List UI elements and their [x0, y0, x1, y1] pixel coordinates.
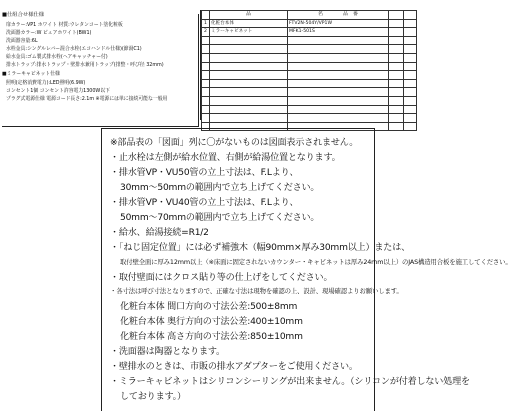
parts-cell: [389, 28, 404, 37]
parts-cell-name: ミラーキャビネット: [210, 28, 288, 37]
parts-header-cell: [389, 11, 404, 20]
table-row: [202, 71, 417, 80]
table-row: [202, 28, 417, 37]
note-line: ・排水管VP・VU50管の立上寸法は、F.Lより、: [110, 168, 299, 178]
table-row: [202, 79, 417, 88]
note-line: 化粧台本体 高さ方向の寸法公差:850±10mm: [120, 332, 303, 342]
parts-cell-no: 2: [202, 28, 210, 37]
spec-row: 給水金具:ゴム製式排水栓(ヘアキャッチャー付): [6, 54, 108, 60]
spec-title: ■仕組合せ様仕様: [2, 12, 45, 18]
parts-table: [200, 10, 413, 120]
note-line: ・洗面器は陶器となります。: [110, 347, 225, 357]
spec-row: 扉カラー:VP1 ホワイト 材質:ウレタンコート塗化粧板: [6, 22, 123, 28]
parts-header-cell: [202, 11, 210, 20]
parts-header-cell: 品: [210, 11, 288, 20]
note-line: ・止水栓は左側が給水位置、右側が給湯位置となります。: [110, 153, 341, 163]
parts-header-row: [202, 11, 417, 20]
parts-cell-no: 1: [202, 19, 210, 28]
parts-cell: [404, 19, 417, 28]
note-line: 30mm〜50mmの範囲内で立ち上げてください。: [120, 183, 320, 193]
note-line: 化粧台本体 間口方向の寸法公差:500±8mm: [120, 302, 298, 312]
parts-header-cell: [404, 11, 417, 20]
spec-row: プラグ式電源仕様 電源コード長さ:2.1m ※電源には単に接続可能な一般用: [6, 96, 168, 102]
table-row: [202, 62, 417, 71]
note-line: ※部品表の「図面」列に〇がないものは図面表示されません。: [110, 138, 359, 148]
note-line: ・取付壁面にはクロス貼り等の仕上げをしてください。: [110, 273, 333, 283]
spec-row: 水栓金具:シングルレバー混合水栓(エコハンドル仕様)(節湯C1): [6, 46, 142, 52]
parts-cell-name: 化粧台本体: [210, 19, 288, 28]
parts-cell: [404, 28, 417, 37]
note-line: ・排水管VP・VU40管の立上寸法は、F.Lより、: [110, 198, 299, 208]
parts-cell: [389, 19, 404, 28]
note-line: ・各寸法は呼び寸法となりますので、正確な寸法は現物を確認の上、設計、現場確認よりお願いします。: [110, 287, 403, 295]
spec-row: 照明(定格消費電力):LED照明(6.9W): [6, 80, 86, 86]
table-row: [202, 45, 417, 54]
spec-section-mirror: ■ミラーキャビネット仕様: [2, 71, 60, 77]
note-line: ・ミラーキャビネットはシリコンシーリングが出来ません。（シリコンが付着しない処理を: [110, 377, 470, 387]
notes-panel: [101, 128, 512, 411]
note-line: ・「ねじ固定位置」には必ず補強木（幅90mm×厚み30mm以上）または、: [110, 243, 410, 253]
note-line: ・給水、給湯接続=R1/2: [110, 228, 209, 238]
table-row: [202, 114, 417, 123]
spec-row: コンセント1個 コンセント許容電力1300W以下: [6, 88, 110, 94]
table-row: [202, 88, 417, 97]
table-row: [202, 105, 417, 114]
table-row: [202, 53, 417, 62]
table-row: [202, 36, 417, 45]
table-row: [202, 96, 417, 105]
note-line: 50mm〜70mmの範囲内で立ち上げてください。: [120, 213, 320, 223]
note-line: 取付壁全面に厚み12mm以上（※床面に固定されないカウンター・キャビネットは厚み24mm以上）のJAS構造用合板を施工してください。: [120, 258, 512, 266]
parts-cell-code: MFK1-501S: [288, 28, 389, 37]
note-line: しております。）: [120, 392, 186, 402]
table-row: [202, 19, 417, 28]
note-line: 化粧台本体 奥行方向の寸法公差:400±10mm: [120, 317, 303, 327]
parts-cell-code: FTV2N-504Y/VP1W: [288, 19, 389, 28]
spec-row: 洗面器容量:6L: [6, 38, 38, 44]
note-line: ・壁排水のときは、市販の排水アダプターをご使用ください。: [110, 362, 358, 372]
spec-row: 排水トラップ:排水トラップ・壁排水兼用トラップ(排整・呼び径 32mm): [6, 62, 164, 68]
spec-row: 洗面器カラー:W ピュアホワイト(BW1): [6, 30, 92, 36]
parts-header-cell: 名 品 番: [288, 11, 389, 20]
